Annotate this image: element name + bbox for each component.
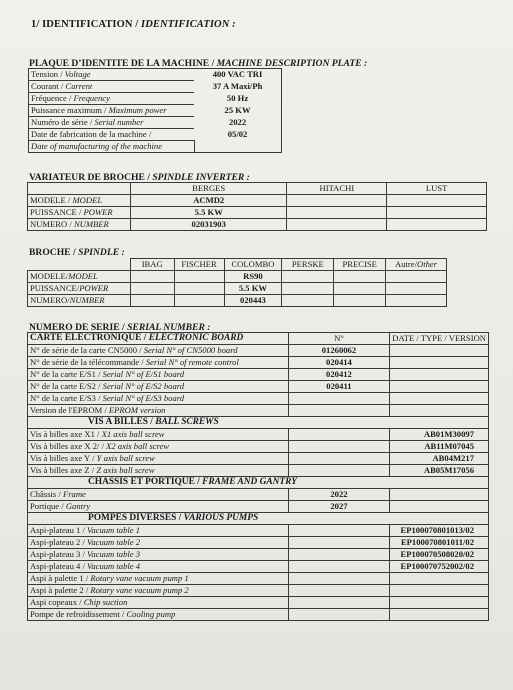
serial-label: Portique / Gantry (28, 501, 289, 513)
serial-number: 2027 (288, 501, 390, 513)
label-fr: N° de série de la carte CN5000 (30, 345, 137, 355)
label-fr: Aspi-plateau 3 (30, 549, 81, 559)
label-fr: MODELE/ (30, 271, 69, 281)
label-fr: Numéro de série (31, 117, 88, 127)
serial-subheader (28, 477, 489, 489)
serial-subheader (28, 513, 489, 525)
label-fr: CHASSIS ET PORTIQUE (88, 477, 195, 487)
serial-label: Vis à billes axe X 2/ / X2 axis ball screw (28, 441, 289, 453)
inverter-label: PUISSANCE / POWER (28, 207, 131, 219)
serial-date-type (390, 345, 489, 357)
spindle-table (27, 258, 447, 307)
spindle-value (130, 283, 174, 295)
inverter-value: 5.5 KW (130, 207, 287, 219)
plate-label-en: Date of manufacturing of the machine (29, 141, 195, 153)
label-en: Chip suction (83, 597, 128, 607)
label-en: Frame (62, 489, 86, 499)
empty-cell (28, 259, 131, 271)
label-en: Serial N° of CN5000 board (143, 345, 238, 355)
serial-row (28, 369, 489, 381)
label-fr: Vis à billes axe Z (30, 465, 90, 475)
serial-row (28, 381, 489, 393)
plate-label: Tension / Voltage (29, 69, 195, 81)
label-en: Z axis ball screw (96, 465, 155, 475)
spindle-row (28, 295, 447, 307)
serial-number (288, 537, 390, 549)
plate-value: 2022 (228, 117, 247, 127)
label-en: Maximum power (108, 105, 167, 115)
inverter-row (28, 195, 487, 207)
label-en: Vacuum table 2 (87, 537, 141, 547)
empty-cell (28, 183, 131, 195)
label-en: Vacuum table 3 (87, 549, 141, 559)
spindle-value: 5.5 KW (224, 283, 282, 295)
serial-number (288, 525, 390, 537)
label-fr: Vis à billes axe Y (30, 453, 90, 463)
plate-label: Puissance maximum / Maximum power (29, 105, 195, 117)
spindle-value (174, 283, 224, 295)
label-fr: Aspi copeaux (30, 597, 78, 607)
plate-title: PLAQUE D’IDENTITE DE LA MACHINE / MACHINE DESCRIPTION PLATE : (29, 58, 368, 69)
serial-number (288, 609, 390, 621)
label-en: BALL SCREWS (155, 417, 219, 427)
spindle-value (130, 295, 174, 307)
label-fr: NUMERO/ (30, 295, 70, 305)
serial-header-date: DATE / TYPE / VERSION (390, 333, 489, 345)
serial-title: NUMERO DE SERIE / SERIAL NUMBER : (29, 322, 211, 333)
label-en: Rotary vane vacuum pump 2 (90, 585, 189, 595)
plate-value: 50 Hz (226, 93, 249, 103)
label-en: Voltage (64, 69, 91, 79)
serial-date-type: AB01M30097 (390, 429, 489, 441)
label-en: NUMBER (73, 219, 109, 229)
serial-number: 020412 (288, 369, 390, 381)
serial-label: Aspi copeaux / Chip suction (28, 597, 289, 609)
label-en: POWER (83, 207, 113, 217)
spindle-brand: COLOMBO (224, 259, 282, 271)
label-en: Cooling pump (126, 609, 176, 619)
serial-row (28, 573, 489, 585)
serial-label: Aspi-plateau 4 / Vacuum table 4 (28, 561, 289, 573)
label-fr: Portique (30, 501, 60, 511)
spindle-row (28, 271, 447, 283)
label-fr: Tension (31, 69, 59, 79)
plate-value (194, 141, 281, 153)
serial-number: 020414 (288, 357, 390, 369)
plate-row (29, 129, 282, 141)
plate-label: Numéro de série / Serial number (29, 117, 195, 129)
label-fr: PUISSANCE/ (30, 283, 80, 293)
serial-number (288, 429, 390, 441)
serial-label: Châssis / Frame (28, 489, 289, 501)
label-en: Serial N° of E/S1 board (102, 369, 185, 379)
serial-date-type (390, 573, 489, 585)
spindle-brand: IBAG (130, 259, 174, 271)
serial-row (28, 441, 489, 453)
plate-value: 25 KW (224, 105, 251, 115)
inverter-value (287, 219, 387, 231)
spindle-value (386, 271, 447, 283)
serial-date-type: EP100070752002/02 (390, 561, 489, 573)
serial-row (28, 453, 489, 465)
spindle-header-row (28, 259, 447, 271)
serial-row (28, 549, 489, 561)
serial-number (288, 453, 390, 465)
spindle-value (334, 283, 386, 295)
serial-date-type: AB05M17056 (390, 465, 489, 477)
label-fr: N° de la carte E/S2 (30, 381, 96, 391)
inverter-brand: HITACHI (287, 183, 387, 195)
spindle-label (28, 271, 131, 283)
label-en: MODEL (72, 195, 103, 205)
serial-subheader-title: CHASSIS ET PORTIQUE / FRAME AND GANTRY (28, 477, 489, 489)
serial-label: N° de série de la carte CN5000 / Serial N° of CN5000 board (28, 345, 289, 357)
spindle-value (282, 295, 334, 307)
label-en: Serial N° of remote control (145, 357, 239, 367)
label-fr: CARTE ELECTRONIQUE (30, 333, 142, 343)
serial-row (28, 465, 489, 477)
label-fr: Aspi-plateau 4 (30, 561, 81, 571)
plate-row (29, 105, 282, 117)
serial-number (288, 549, 390, 561)
serial-label: Pompe de refroidissement / Cooling pump (28, 609, 289, 621)
serial-subheader (28, 417, 489, 429)
inverter-value (287, 207, 387, 219)
label-en: Serial N° of E/S3 board (102, 393, 185, 403)
spindle-value (282, 283, 334, 295)
label-fr: Fréquence (31, 93, 67, 103)
label-fr: VIS A BILLES (88, 417, 148, 427)
serial-number (288, 585, 390, 597)
spindle-brand: PRECISE (334, 259, 386, 271)
inverter-table (27, 182, 487, 231)
label-fr: Aspi à palette 2 (30, 585, 84, 595)
serial-date-type (390, 393, 489, 405)
plate-row (29, 141, 282, 153)
serial-number (288, 441, 390, 453)
serial-date-type: EP100070508020/02 (390, 549, 489, 561)
label-fr: Date de fabrication de la machine (31, 129, 147, 139)
label-en: X2 axis ball screw (106, 441, 170, 451)
serial-label: Aspi-plateau 3 / Vacuum table 3 (28, 549, 289, 561)
serial-number (288, 405, 390, 417)
label-fr: Courant (31, 81, 59, 91)
inverter-title: VARIATEUR DE BROCHE / SPINDLE INVERTER : (29, 172, 250, 183)
label-fr: PUISSANCE (30, 207, 77, 217)
serial-row (28, 561, 489, 573)
serial-date-type (390, 369, 489, 381)
serial-subheader-title: VIS A BILLES / BALL SCREWS (28, 417, 489, 429)
label-en: Current (65, 81, 93, 91)
serial-date-type: AB11M07045 (390, 441, 489, 453)
serial-row (28, 405, 489, 417)
serial-date-type (390, 381, 489, 393)
spindle-brand-other (386, 259, 447, 271)
spindle-value: 020443 (224, 295, 282, 307)
label-en: Gantry (65, 501, 91, 511)
serial-number (288, 561, 390, 573)
inverter-header-row (28, 183, 487, 195)
label-en: Rotary vane vacuum pump 1 (90, 573, 189, 583)
inverter-value (287, 195, 387, 207)
spindle-brand: PERSKE (282, 259, 334, 271)
inverter-value: 02031903 (130, 219, 287, 231)
serial-header-board: CARTE ELECTRONIQUE / ELECTRONIC BOARD (28, 333, 289, 345)
serial-label: Vis à billes axe X1 / X1 axis ball screw (28, 429, 289, 441)
serial-number: 2022 (288, 489, 390, 501)
plate-value: 37 A Maxi/Ph (212, 81, 263, 91)
label-fr: MODELE (30, 195, 66, 205)
spindle-value (334, 271, 386, 283)
serial-row (28, 501, 489, 513)
serial-date-type (390, 357, 489, 369)
spindle-value (282, 271, 334, 283)
label-en: ELECTRONIC BOARD (148, 333, 244, 343)
serial-number (288, 465, 390, 477)
label-en: MODEL (68, 271, 98, 281)
inverter-brand: BERGES (130, 183, 287, 195)
serial-subheader-title: POMPES DIVERSES / VARIOUS PUMPS (28, 513, 489, 525)
label-fr: Aspi-plateau 2 (30, 537, 81, 547)
label-fr: Aspi-plateau 1 (30, 525, 81, 535)
label-en: Vacuum table 4 (87, 561, 141, 571)
serial-row (28, 393, 489, 405)
serial-row (28, 489, 489, 501)
plate-row (29, 81, 282, 93)
inverter-row (28, 219, 487, 231)
inverter-value: ACMD2 (130, 195, 287, 207)
label-fr: POMPES DIVERSES (88, 513, 177, 523)
inverter-label: NUMERO / NUMBER (28, 219, 131, 231)
plate-label: Courant / Current (29, 81, 195, 93)
label-en: Other (417, 259, 438, 269)
serial-date-type: EP100070801011/02 (390, 537, 489, 549)
serial-number: 01260062 (288, 345, 390, 357)
spindle-value (174, 271, 224, 283)
label-fr: N° de série de la télécommande (30, 357, 140, 367)
label-en: Vacuum table 1 (87, 525, 141, 535)
serial-row (28, 537, 489, 549)
label-fr: Aspi à palette 1 (30, 573, 84, 583)
serial-row (28, 585, 489, 597)
serial-label: N° de la carte E/S3 / Serial N° of E/S3 board (28, 393, 289, 405)
serial-row (28, 609, 489, 621)
serial-label: Vis à billes axe Z / Z axis ball screw (28, 465, 289, 477)
plate-row (29, 93, 282, 105)
inverter-value (387, 207, 487, 219)
serial-number (288, 393, 390, 405)
label-fr: NUMERO (30, 219, 68, 229)
serial-date-type (390, 489, 489, 501)
plate-table (28, 68, 282, 153)
label-fr: Châssis (30, 489, 57, 499)
serial-label: Version de l'EPROM / EPROM version (28, 405, 289, 417)
plate-value: 400 VAC TRI (212, 69, 263, 80)
spindle-label (28, 295, 131, 307)
label-fr: Version de l'EPROM (30, 405, 103, 415)
spindle-value (174, 295, 224, 307)
label-en: VARIOUS PUMPS (183, 513, 259, 523)
label-fr: Vis à billes axe X 2/ (30, 441, 100, 451)
spindle-brand: FISCHER (174, 259, 224, 271)
label-en: Frequency (73, 93, 110, 103)
spindle-row (28, 283, 447, 295)
spindle-value: RS90 (224, 271, 282, 283)
serial-label: N° de la carte E/S1 / Serial N° of E/S1 board (28, 369, 289, 381)
label-en: EPROM version (108, 405, 166, 415)
label-en: POWER (79, 283, 109, 293)
label-en: Serial N° of E/S2 board (102, 381, 185, 391)
label-en: Serial number (94, 117, 144, 127)
spindle-title: BROCHE / SPINDLE : (29, 247, 125, 258)
plate-row (29, 117, 282, 129)
spindle-value (334, 295, 386, 307)
label-fr: Puissance maximum (31, 105, 102, 115)
label-fr: Autre/ (395, 259, 417, 269)
serial-date-type (390, 501, 489, 513)
serial-header-row (28, 333, 489, 345)
label-fr: Pompe de refroidissement (30, 609, 120, 619)
inverter-value (387, 219, 487, 231)
serial-date-type (390, 597, 489, 609)
serial-label: Vis à billes axe Y / Y axis ball screw (28, 453, 289, 465)
inverter-row (28, 207, 487, 219)
serial-label: Aspi à palette 2 / Rotary vane vacuum pump 2 (28, 585, 289, 597)
plate-row (29, 69, 282, 81)
serial-number (288, 573, 390, 585)
serial-label: N° de série de la télécommande / Serial N° of remote control (28, 357, 289, 369)
label-fr: N° de la carte E/S3 (30, 393, 96, 403)
spindle-value (386, 295, 447, 307)
serial-number (288, 597, 390, 609)
serial-date-type (390, 609, 489, 621)
serial-label: Aspi à palette 1 / Rotary vane vacuum pump 1 (28, 573, 289, 585)
serial-date-type (390, 585, 489, 597)
serial-date-type: AB04M217 (390, 453, 489, 465)
plate-label: Fréquence / Frequency (29, 93, 195, 105)
label-fr: N° de la carte E/S1 (30, 369, 96, 379)
serial-number: 020411 (288, 381, 390, 393)
label-en: NUMBER (69, 295, 105, 305)
spindle-label (28, 283, 131, 295)
serial-row (28, 357, 489, 369)
spindle-value (386, 283, 447, 295)
serial-label: N° de la carte E/S2 / Serial N° of E/S2 board (28, 381, 289, 393)
serial-label: Aspi-plateau 2 / Vacuum table 2 (28, 537, 289, 549)
section-heading: 1/ IDENTIFICATION / IDENTIFICATION : (31, 19, 236, 30)
label-en: FRAME AND GANTRY (202, 477, 297, 487)
plate-label: Date de fabrication de la machine / (29, 129, 195, 141)
serial-row (28, 597, 489, 609)
plate-value: 05/02 (227, 129, 248, 139)
inverter-value (387, 195, 487, 207)
spindle-value (130, 271, 174, 283)
serial-label: Aspi-plateau 1 / Vacuum table 1 (28, 525, 289, 537)
label-en: Y axis ball screw (96, 453, 155, 463)
inverter-brand: LUST (387, 183, 487, 195)
serial-date-type (390, 405, 489, 417)
serial-row (28, 429, 489, 441)
serial-date-type: EP100070801013/02 (390, 525, 489, 537)
serial-row (28, 525, 489, 537)
label-fr: Vis à billes axe X1 (30, 429, 95, 439)
serial-header-no: N° (288, 333, 390, 345)
inverter-label: MODELE / MODEL (28, 195, 131, 207)
serial-table (27, 332, 489, 621)
label-en: X1 axis ball screw (101, 429, 165, 439)
serial-row (28, 345, 489, 357)
